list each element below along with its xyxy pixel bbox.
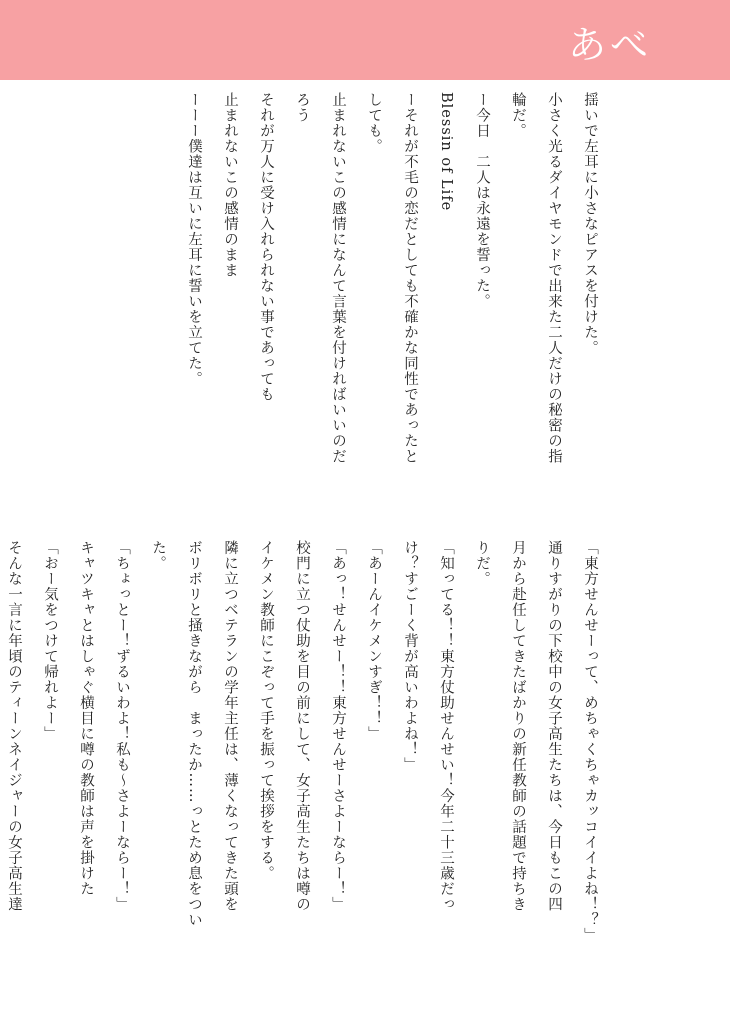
text-line: け？すごーく背が高いわよね！」: [402, 540, 418, 773]
text-line: 通りすがりの下校中の女子高生たちは、今日もこの四: [546, 540, 562, 912]
text-line: 「あっ！せんせー！！東方せんせーさよーならー！」: [330, 540, 346, 912]
text-line: 「東方せんせーって、めちゃくちゃカッコイイよね！？」: [582, 540, 598, 943]
text-line: りだ。: [474, 540, 490, 587]
text-line: 月から赴任してきたばかりの新任教師の話題で持ちき: [510, 540, 526, 912]
text-line: 輪だ。: [510, 92, 526, 139]
text-line: Blessin of Life: [438, 92, 454, 212]
text-line: ボリボリと掻きながら まったか……っとため息をつい: [186, 540, 202, 928]
text-line: 校門に立つ仗助を目の前にして、女子高生たちは噂の: [294, 540, 310, 912]
text-line: 「おー気をつけて帰れよー」: [42, 540, 58, 742]
text-line: 揺いで左耳に小さなピアスを付けた。: [582, 92, 598, 356]
lower-text-block: [0, 540, 608, 943]
text-line: それが万人に受け入れられない事であっても: [258, 92, 274, 402]
text-line: 止まれないこの感情のまま: [222, 92, 238, 278]
text-line: 「知ってる！！東方仗助せんせい！今年二十三歳だっ: [438, 540, 454, 912]
upper-text-block: [176, 92, 608, 492]
text-line: ーーー僕達は互いに左耳に誓いを立てた。: [186, 92, 202, 387]
text-line: た。: [150, 540, 166, 571]
author-name: あべ: [567, 23, 652, 67]
text-line: ーそれが不毛の恋だとしても不確かな同性であったと: [402, 92, 418, 464]
text-line: しても。: [366, 92, 382, 154]
text-line: ー今日 二人は永遠を誓った。: [474, 92, 490, 309]
text-line: 「あーんイケメンすぎ！！」: [366, 540, 382, 742]
text-line: キャツキャとはしゃぐ横目に噂の教師は声を掛けた: [78, 540, 94, 897]
text-line: イケメン教師にこぞって手を振って挨拶をする。: [258, 540, 274, 881]
text-line: 小さく光るダイヤモンドで出来た二人だけの秘密の指: [546, 92, 562, 464]
text-line: 隣に立つベテランの学年主任は、薄くなってきた頭を: [222, 540, 238, 912]
text-line: そんな一言に年頃のティーンネイジャーの女子高生達: [6, 540, 22, 912]
text-line: 止まれないこの感情になんて言葉を付ければいいのだ: [330, 92, 346, 464]
text-line: ろう: [294, 92, 310, 123]
page-header: [0, 0, 730, 80]
text-line: 「ちょっとー！ずるいわよ！私も～さよーならー！」: [114, 540, 130, 912]
